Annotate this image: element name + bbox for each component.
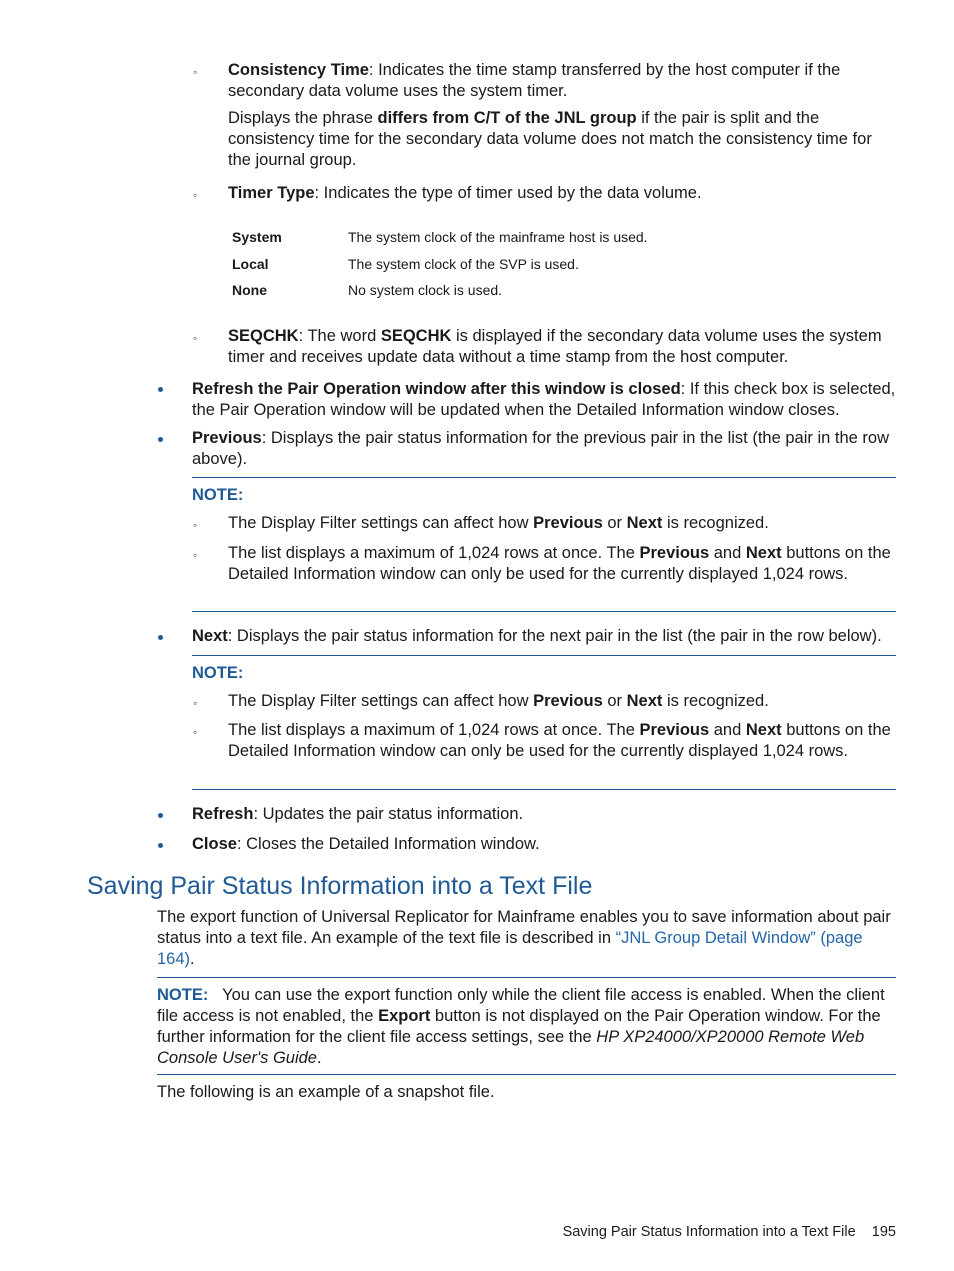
text: is displayed if the secondary data volume uses the system timer and receives update data without a time stamp from the host computer. <box>228 327 882 366</box>
row-desc: The system clock of the mainframe host is used. <box>348 229 648 245</box>
bullet-icon <box>158 813 163 818</box>
text: Next <box>745 544 782 562</box>
bullet-icon <box>158 843 163 848</box>
timer-type-item <box>228 183 898 204</box>
note-label: NOTE: <box>157 986 209 1004</box>
bullet-icon <box>158 437 163 442</box>
guide-title: HP XP24000/XP20000 Remote Web Console User's Guide <box>157 1028 865 1067</box>
section-heading: Saving Pair Status Information into a Text File <box>87 872 593 900</box>
row-name: None <box>232 282 267 298</box>
word: SEQCHK <box>380 327 452 345</box>
text: : The word <box>298 327 381 345</box>
term: Next <box>192 627 228 645</box>
term: Consistency Time <box>228 61 369 79</box>
text: Next <box>626 692 663 710</box>
text: The list displays a maximum of 1,024 rows at once. The <box>228 721 640 739</box>
text: button is not displayed on the Pair Operation window. For the further information for the client file access settings, see the <box>157 1007 881 1046</box>
note-bottom-rule <box>192 789 896 790</box>
term: SEQCHK <box>228 327 299 345</box>
note-bottom-rule <box>157 1074 896 1075</box>
description: : Updates the pair status information. <box>253 805 524 823</box>
row-name: Local <box>232 256 269 272</box>
text: . <box>190 950 195 968</box>
footer-title: Saving Pair Status Information into a Text File <box>562 1224 856 1240</box>
row-desc: The system clock of the SVP is used. <box>348 256 579 272</box>
term: Refresh the Pair Operation window after this window is closed <box>192 380 681 398</box>
seqchk-item <box>228 326 898 368</box>
note-item <box>228 513 898 534</box>
section-paragraph <box>157 907 897 970</box>
section-note <box>157 985 899 1069</box>
phrase: differs from C/T of the JNL group <box>377 109 637 127</box>
text: or <box>602 514 627 532</box>
text: Next <box>745 721 782 739</box>
note-bottom-rule <box>192 611 896 612</box>
consistency-time-item <box>228 60 898 102</box>
text: buttons on the Detailed Information window can only be used for the currently displayed 1,024 rows. <box>228 721 891 760</box>
row-name: System <box>232 229 282 245</box>
page-number: 195 <box>871 1224 896 1240</box>
text: The export function of Universal Replicator for Mainframe enables you to save information about pair status into a text file. An example of the text file is described in <box>157 908 891 947</box>
bullet-icon <box>158 635 163 640</box>
text: Next <box>626 514 663 532</box>
following-text: The following is an example of a snapshot file. <box>157 1083 495 1101</box>
text: . <box>316 1049 322 1067</box>
note-top-rule <box>192 477 896 478</box>
text: and <box>709 721 746 739</box>
next-item <box>192 626 912 647</box>
text: The Display Filter settings can affect how <box>228 692 534 710</box>
text: The list displays a maximum of 1,024 rows at once. The <box>228 544 640 562</box>
note-item <box>228 543 893 585</box>
text: is recognized. <box>662 514 769 532</box>
text: buttons on the Detailed Information window can only be used for the currently displayed 1,024 rows. <box>228 544 891 583</box>
text: The Display Filter settings can affect how <box>228 514 534 532</box>
sub-bullet-icon: ◦ <box>193 65 198 79</box>
sub-bullet-icon: ◦ <box>193 696 198 710</box>
bullet-icon <box>158 387 163 392</box>
term: Timer Type <box>228 184 315 202</box>
note-label: NOTE: <box>192 486 244 504</box>
text: is recognized. <box>662 692 769 710</box>
text: or <box>602 692 627 710</box>
sub-bullet-icon: ◦ <box>193 331 198 345</box>
sub-bullet-icon: ◦ <box>193 518 198 532</box>
text: and <box>709 544 746 562</box>
description: : Indicates the time stamp transferred by the host computer if the secondary data volume uses the system timer. <box>228 61 841 100</box>
sub-bullet-icon: ◦ <box>193 725 198 739</box>
description: : Displays the pair status information for the next pair in the list (the pair in the row below). <box>227 627 882 645</box>
note-label: NOTE: <box>192 664 244 682</box>
text: Previous <box>639 544 710 562</box>
description: : Displays the pair status information for the previous pair in the list (the pair in the row above). <box>192 429 889 468</box>
text: Previous <box>639 721 710 739</box>
page-footer <box>563 1222 896 1243</box>
term: Close <box>192 835 237 853</box>
note-top-rule <box>157 977 896 978</box>
description: : Closes the Detailed Information window. <box>236 835 540 853</box>
consistency-time-phrase-paragraph <box>228 108 898 171</box>
term: Refresh <box>192 805 254 823</box>
text: You can use the export function only while the client file access is enabled. When the client file access is not enabled, the <box>157 986 885 1025</box>
note-item <box>228 720 893 762</box>
text: Previous <box>533 692 603 710</box>
text: Displays the phrase <box>228 109 378 127</box>
note-item <box>228 691 898 712</box>
row-desc: No system clock is used. <box>348 282 503 298</box>
cross-reference-link[interactable]: “JNL Group Detail Window” (page 164) <box>157 929 863 968</box>
refresh-window-item <box>192 379 902 421</box>
note-top-rule <box>192 655 896 656</box>
text: if the pair is split and the consistency time for the secondary data volume does not match the consistency time for the journal group. <box>228 109 872 169</box>
description: : Indicates the type of timer used by the data volume. <box>314 184 702 202</box>
sub-bullet-icon: ◦ <box>193 188 198 202</box>
section-heading-wrap <box>87 871 592 901</box>
refresh-item <box>192 804 892 825</box>
close-item <box>192 834 892 855</box>
text: Export <box>378 1007 431 1025</box>
previous-item <box>192 428 892 470</box>
sub-bullet-icon: ◦ <box>193 548 198 562</box>
description: : If this check box is selected, the Pair Operation window will be updated when the Detailed Information window closes. <box>192 380 896 419</box>
term: Previous <box>192 429 262 447</box>
text: Previous <box>533 514 603 532</box>
